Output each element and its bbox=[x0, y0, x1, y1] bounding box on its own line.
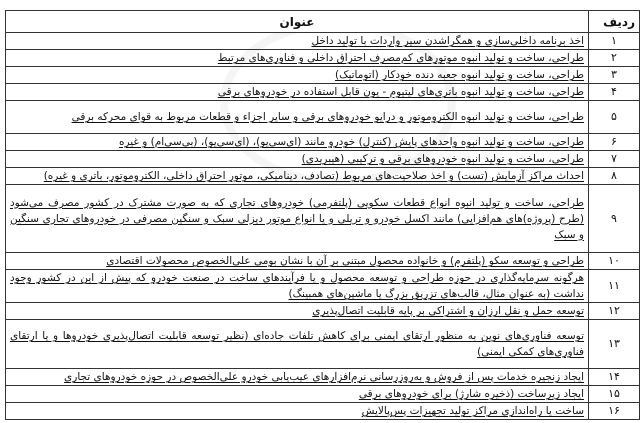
priorities-table bbox=[5, 10, 640, 420]
column-header-title: عنوان bbox=[6, 11, 589, 33]
row-number: ۱۳ bbox=[589, 320, 640, 369]
row-number: ۱۴ bbox=[589, 369, 640, 386]
row-title: طراحی، ساخت و تولید انبوه واحدهای پایش (کنترل) خودرو مانند (ای‌سی‌یو)، (ای‌سی‌یو)، (بی‌سی‌ام) و غیره bbox=[6, 134, 589, 151]
row-title: ساخت یا راه‌اندازی مراکز تولید تجهیزات پس‌پالایش bbox=[6, 403, 589, 420]
table-row bbox=[6, 253, 640, 270]
table-row bbox=[6, 403, 640, 420]
table-row bbox=[6, 67, 640, 84]
row-number: ۱۱ bbox=[589, 270, 640, 303]
row-title: طراحی، ساخت و تولید انبوه جعبه دنده خودکار (اتوماتیک) bbox=[6, 67, 589, 84]
row-title: اخذ برنامه داخلی‌سازی و همگراشدن سیر واردات با تولید داخل bbox=[6, 33, 589, 50]
row-title: طراحی، ساخت و تولید انبوه الکتروموتور و درایو خودروهای برقی و سایر اجزاء و قطعات مربوط به قوای محرکه برقی bbox=[6, 101, 589, 134]
row-title: هرگونه سرمایه‌گذاری در حوزه طراحی و توسعه محصول و یا فرآیندهای ساخت در صنعت خودرو که پیش از این در کشور وجود نداشت (به عنوان مثال، قالب‌های تزریق بزرگ یا ماشین‌های همبینگ) bbox=[6, 270, 589, 303]
row-number: ۱۵ bbox=[589, 386, 640, 403]
row-title: توسعه حمل و نقل ارزان و اشتراکی بر پایه قابلیت اتصال‌پذیری bbox=[6, 303, 589, 320]
table-row bbox=[6, 33, 640, 50]
row-number: ۱ bbox=[589, 33, 640, 50]
table-header-row bbox=[6, 11, 640, 33]
table-row bbox=[6, 84, 640, 101]
table-row bbox=[6, 151, 640, 168]
row-title: طراحی، ساخت و تولید انبوه باتری‌های لیتیوم - یون قابل استفاده در خودروهای برقی bbox=[6, 84, 589, 101]
row-number: ۳ bbox=[589, 67, 640, 84]
column-header-number: ردیف bbox=[589, 11, 640, 33]
table-row bbox=[6, 134, 640, 151]
row-number: ۱۰ bbox=[589, 253, 640, 270]
row-number: ۶ bbox=[589, 134, 640, 151]
row-title: طراحی، ساخت و تولید انبوه موتورهای کم‌مصرف احتراق داخلی و فناوری‌های مرتبط bbox=[6, 50, 589, 67]
table-row bbox=[6, 303, 640, 320]
row-title: ایجاد زنجیره خدمات پس از فروش و به‌روزرسانی نرم‌افزارهای عیب‌یابی خودرو علی‌الخصوص در حوزه خودروهای تجاری bbox=[6, 369, 589, 386]
table-row bbox=[6, 185, 640, 253]
row-title: طراحی و توسعه سکو (پلتفرم) و خانواده محصول مبتنی بر آن با نشان بومی علی‌الخصوص محصولات اقتصادی bbox=[6, 253, 589, 270]
row-title: طراحی، ساخت و تولید انبوه خودروهای برقی و ترکیبی (هیبریدی) bbox=[6, 151, 589, 168]
table-row bbox=[6, 320, 640, 369]
table-row bbox=[6, 369, 640, 386]
table-row bbox=[6, 168, 640, 185]
row-number: ۷ bbox=[589, 151, 640, 168]
row-number: ۴ bbox=[589, 84, 640, 101]
row-number: ۱۶ bbox=[589, 403, 640, 420]
row-number: ۵ bbox=[589, 101, 640, 134]
row-title: ایجاد زیرساخت (ذخیره شارژ) برای خودروهای برقی bbox=[6, 386, 589, 403]
table-row bbox=[6, 101, 640, 134]
row-number: ۹ bbox=[589, 185, 640, 253]
row-title: احداث مراکز آزمایش (تست) و اخذ صلاحیت‌های مربوط (تصادف، دینامیکی، موتور احتراق داخلی، الکتروموتور، باتری و غیره) bbox=[6, 168, 589, 185]
row-number: ۲ bbox=[589, 50, 640, 67]
table-row bbox=[6, 386, 640, 403]
row-number: ۸ bbox=[589, 168, 640, 185]
table-row bbox=[6, 270, 640, 303]
table-row bbox=[6, 50, 640, 67]
row-number: ۱۲ bbox=[589, 303, 640, 320]
row-title: طراحی، ساخت و تولید انبوه انواع قطعات سکویی (پلتفرمی) خودروهای تجاری که به صورت مشترک در کشور مصرف می‌شود (طرح (پروژه)های هم‌افزایی) مانند اکسل خودرو و تریلی و یا انواع موتور دیزلی سبک و سنگین مصرفی در خودروهای تجاری سنگین و سبک bbox=[6, 185, 589, 253]
row-title: توسعه فناوری‌های نوین به منظور ارتقای ایمنی برای کاهش تلفات جاده‌ای (نظیر توسعه قابلیت اتصال‌پذیری خودروها و یا ارتقای فناوری‌های کمکی ایمنی) bbox=[6, 320, 589, 369]
